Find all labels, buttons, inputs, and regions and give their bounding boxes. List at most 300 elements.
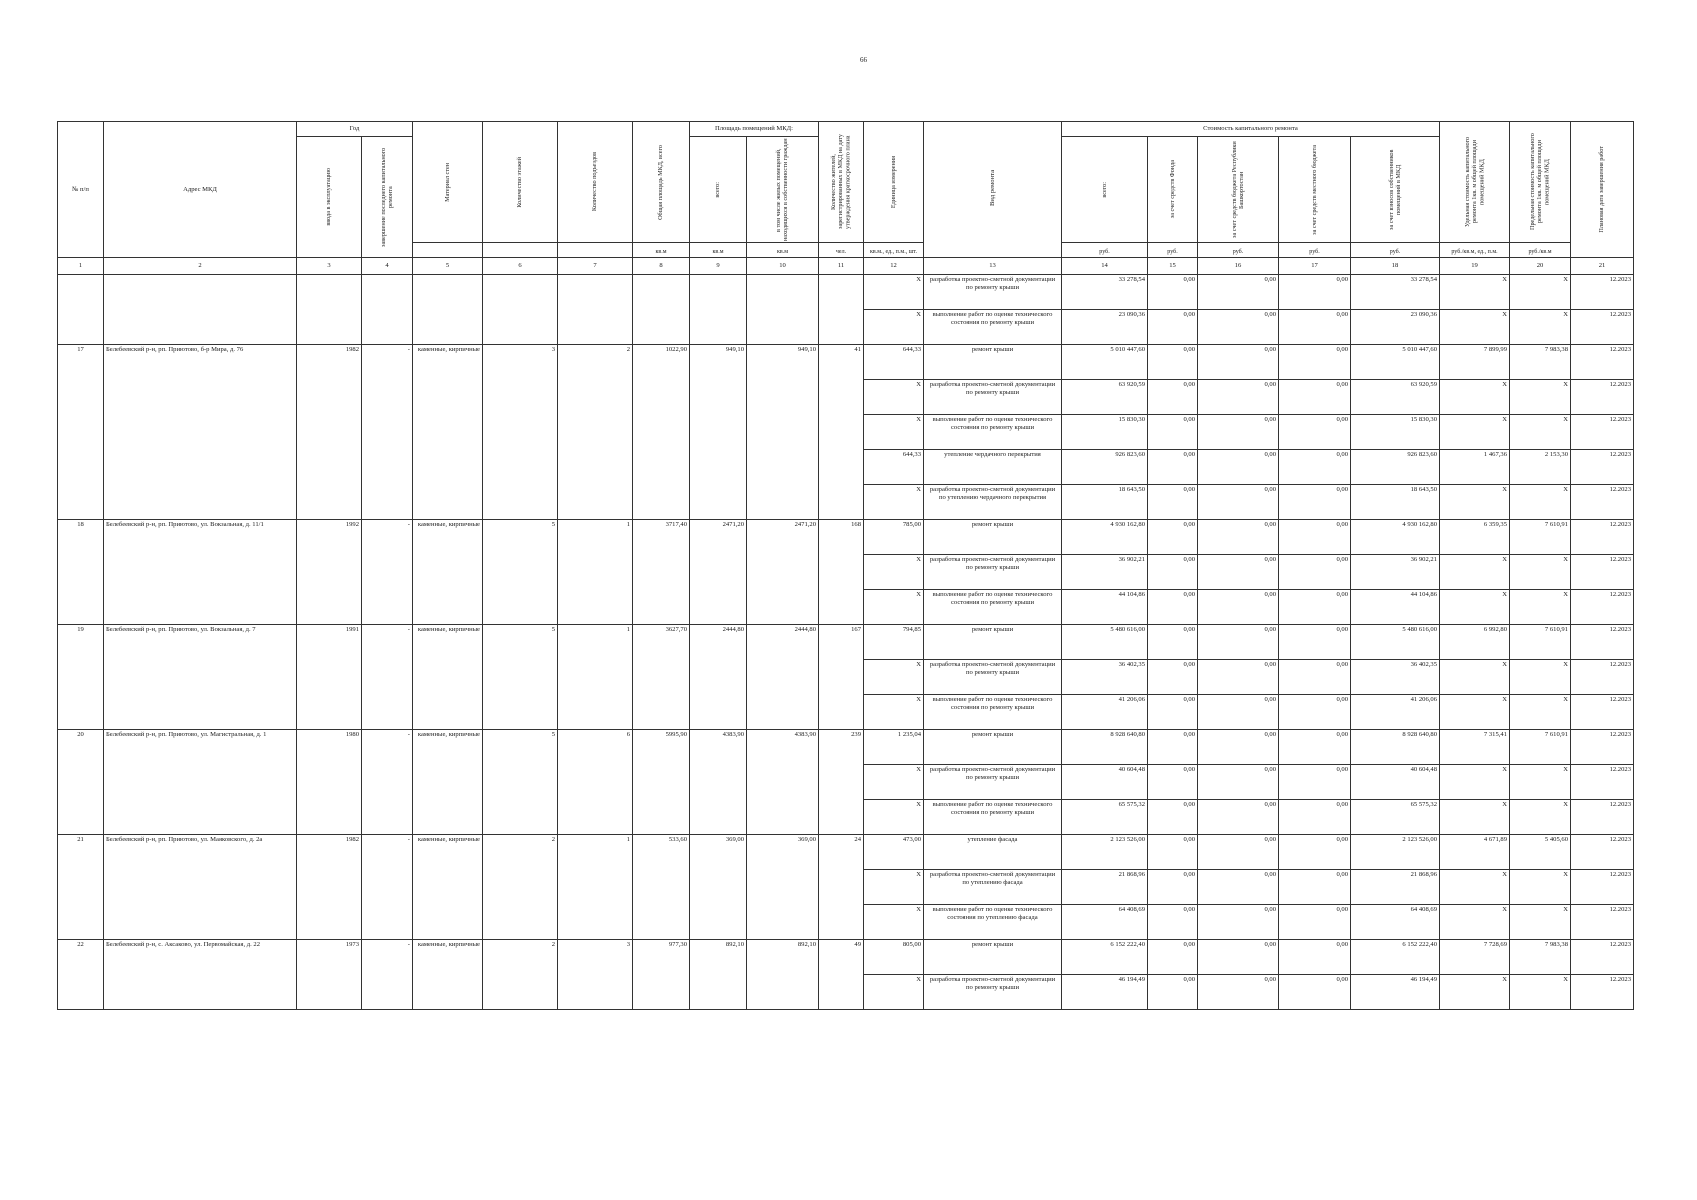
house-number	[58, 380, 104, 415]
house-material	[413, 555, 483, 590]
house-premises-residential	[747, 590, 819, 625]
work-cost-local: 0,00	[1279, 380, 1351, 415]
house-address	[104, 275, 297, 310]
work-type: выполнение работ по оценке технического состояния по ремонту крыши	[924, 800, 1062, 835]
table-row	[58, 940, 1634, 975]
work-unit: 794,85	[864, 625, 924, 660]
work-cost-total: 41 206,06	[1062, 695, 1148, 730]
house-premises-total	[690, 555, 747, 590]
work-cost-fund: 0,00	[1148, 975, 1198, 1010]
work-deadline: 12.2023	[1571, 905, 1634, 940]
work-unit: 805,00	[864, 940, 924, 975]
house-last-repair	[362, 590, 413, 625]
work-cost-local: 0,00	[1279, 730, 1351, 765]
work-cost-region: 0,00	[1198, 695, 1279, 730]
work-max-cost: X	[1510, 695, 1571, 730]
table-row	[58, 730, 1634, 765]
work-unit: 785,00	[864, 520, 924, 555]
house-residents	[819, 310, 864, 345]
work-cost-owners: 33 278,54	[1351, 275, 1440, 310]
work-unit: X	[864, 765, 924, 800]
work-max-cost: X	[1510, 975, 1571, 1010]
work-cost-owners: 4 930 162,80	[1351, 520, 1440, 555]
house-last-repair	[362, 380, 413, 415]
work-cost-fund: 0,00	[1148, 590, 1198, 625]
header-cost-fund: за счет средств Фонда	[1148, 137, 1198, 243]
table-row	[58, 695, 1634, 730]
work-cost-total: 926 823,60	[1062, 450, 1148, 485]
house-premises-residential	[747, 380, 819, 415]
house-address	[104, 485, 297, 520]
work-deadline: 12.2023	[1571, 590, 1634, 625]
house-year	[297, 695, 362, 730]
house-last-repair	[362, 660, 413, 695]
house-year: 1991	[297, 625, 362, 660]
house-last-repair: -	[362, 520, 413, 555]
table-row	[58, 415, 1634, 450]
house-number	[58, 765, 104, 800]
work-cost-fund: 0,00	[1148, 835, 1198, 870]
house-residents	[819, 905, 864, 940]
house-number	[58, 975, 104, 1010]
house-total-area	[633, 450, 690, 485]
house-address: Белебеевский р-н, рп. Приютово, ул. Магистральная, д. 1	[104, 730, 297, 765]
work-cost-owners: 5 480 616,00	[1351, 625, 1440, 660]
house-premises-residential: 369,00	[747, 835, 819, 870]
house-material	[413, 415, 483, 450]
house-floors: 5	[483, 730, 558, 765]
work-cost-fund: 0,00	[1148, 275, 1198, 310]
work-cost-fund: 0,00	[1148, 415, 1198, 450]
house-year	[297, 590, 362, 625]
work-cost-total: 46 194,49	[1062, 975, 1148, 1010]
house-entrances	[558, 310, 633, 345]
work-unit-cost: 6 992,80	[1440, 625, 1510, 660]
house-floors	[483, 380, 558, 415]
house-material	[413, 485, 483, 520]
table-row	[58, 765, 1634, 800]
header-unit-cost: Удельная стоимость капитального ремонта 1кв. м общей площади помещений МКД	[1440, 122, 1510, 243]
house-address: Белебеевский р-н, с. Аксаково, ул. Первомайская, д. 22	[104, 940, 297, 975]
work-max-cost: X	[1510, 660, 1571, 695]
house-last-repair	[362, 415, 413, 450]
unit-9: кв.м	[690, 243, 747, 258]
work-type: разработка проектно-сметной документации по ремонту крыши	[924, 555, 1062, 590]
work-type: утепление чердачного перекрытия	[924, 450, 1062, 485]
house-entrances: 3	[558, 940, 633, 975]
work-max-cost: 2 153,30	[1510, 450, 1571, 485]
work-cost-region: 0,00	[1198, 380, 1279, 415]
house-material	[413, 590, 483, 625]
work-type: разработка проектно-сметной документации по ремонту крыши	[924, 275, 1062, 310]
house-premises-residential	[747, 310, 819, 345]
work-cost-total: 15 830,30	[1062, 415, 1148, 450]
work-cost-total: 21 868,96	[1062, 870, 1148, 905]
work-deadline: 12.2023	[1571, 310, 1634, 345]
work-unit-cost: X	[1440, 975, 1510, 1010]
work-cost-region: 0,00	[1198, 660, 1279, 695]
house-total-area: 977,30	[633, 940, 690, 975]
unit-19: руб./кв.м, ед., п.м.	[1440, 243, 1510, 258]
house-address	[104, 450, 297, 485]
work-cost-owners: 5 010 447,60	[1351, 345, 1440, 380]
house-residents	[819, 275, 864, 310]
work-cost-total: 5 010 447,60	[1062, 345, 1148, 380]
work-cost-fund: 0,00	[1148, 345, 1198, 380]
house-premises-total	[690, 415, 747, 450]
work-cost-fund: 0,00	[1148, 450, 1198, 485]
house-material	[413, 800, 483, 835]
work-cost-region: 0,00	[1198, 310, 1279, 345]
header-premises-paying: в том числе жилых помещений, находящихся в собственности граждан	[747, 137, 819, 243]
house-number: 17	[58, 345, 104, 380]
house-number: 20	[58, 730, 104, 765]
house-entrances	[558, 905, 633, 940]
unit-14: руб.	[1062, 243, 1148, 258]
work-deadline: 12.2023	[1571, 975, 1634, 1010]
house-premises-residential: 949,10	[747, 345, 819, 380]
house-total-area: 3627,70	[633, 625, 690, 660]
work-cost-local: 0,00	[1279, 625, 1351, 660]
work-deadline: 12.2023	[1571, 555, 1634, 590]
house-address	[104, 660, 297, 695]
work-cost-region: 0,00	[1198, 625, 1279, 660]
work-cost-region: 0,00	[1198, 555, 1279, 590]
work-deadline: 12.2023	[1571, 415, 1634, 450]
unit-17: руб.	[1279, 243, 1351, 258]
work-cost-total: 65 575,32	[1062, 800, 1148, 835]
unit-11: чел.	[819, 243, 864, 258]
house-total-area	[633, 275, 690, 310]
work-type: разработка проектно-сметной документации по утеплению фасада	[924, 870, 1062, 905]
work-unit-cost: 1 467,36	[1440, 450, 1510, 485]
work-cost-fund: 0,00	[1148, 870, 1198, 905]
house-entrances	[558, 870, 633, 905]
work-cost-total: 23 090,36	[1062, 310, 1148, 345]
house-year: 1982	[297, 835, 362, 870]
house-floors: 5	[483, 520, 558, 555]
house-last-repair: -	[362, 345, 413, 380]
work-cost-local: 0,00	[1279, 520, 1351, 555]
house-last-repair	[362, 275, 413, 310]
house-floors	[483, 485, 558, 520]
work-unit: X	[864, 695, 924, 730]
house-residents	[819, 590, 864, 625]
house-premises-total: 892,10	[690, 940, 747, 975]
work-cost-local: 0,00	[1279, 310, 1351, 345]
work-cost-region: 0,00	[1198, 765, 1279, 800]
house-year	[297, 415, 362, 450]
house-residents	[819, 975, 864, 1010]
work-max-cost: X	[1510, 590, 1571, 625]
work-unit: 1 235,04	[864, 730, 924, 765]
house-floors	[483, 415, 558, 450]
work-cost-fund: 0,00	[1148, 800, 1198, 835]
work-cost-fund: 0,00	[1148, 380, 1198, 415]
work-deadline: 12.2023	[1571, 730, 1634, 765]
work-type: выполнение работ по оценке технического состояния по ремонту крыши	[924, 310, 1062, 345]
work-cost-total: 5 480 616,00	[1062, 625, 1148, 660]
house-floors	[483, 975, 558, 1010]
work-cost-local: 0,00	[1279, 800, 1351, 835]
house-total-area	[633, 380, 690, 415]
work-unit-cost: X	[1440, 765, 1510, 800]
work-cost-total: 2 123 526,00	[1062, 835, 1148, 870]
house-number	[58, 905, 104, 940]
work-cost-local: 0,00	[1279, 450, 1351, 485]
house-number	[58, 660, 104, 695]
house-premises-total	[690, 380, 747, 415]
work-unit-cost: X	[1440, 555, 1510, 590]
house-entrances	[558, 555, 633, 590]
house-address	[104, 765, 297, 800]
house-number	[58, 555, 104, 590]
header-cost-group: Стоимость капитального ремонта	[1062, 122, 1440, 137]
house-residents: 167	[819, 625, 864, 660]
work-max-cost: 7 610,91	[1510, 730, 1571, 765]
house-address	[104, 415, 297, 450]
house-entrances: 1	[558, 835, 633, 870]
work-unit-cost: 4 671,89	[1440, 835, 1510, 870]
house-premises-total: 4383,90	[690, 730, 747, 765]
work-cost-total: 40 604,48	[1062, 765, 1148, 800]
house-last-repair	[362, 485, 413, 520]
house-last-repair	[362, 870, 413, 905]
table-row	[58, 660, 1634, 695]
work-cost-region: 0,00	[1198, 345, 1279, 380]
house-residents	[819, 695, 864, 730]
work-cost-local: 0,00	[1279, 345, 1351, 380]
work-cost-fund: 0,00	[1148, 905, 1198, 940]
work-unit-cost: X	[1440, 415, 1510, 450]
unit-18: руб.	[1351, 243, 1440, 258]
header-repair-type: Вид ремонта	[924, 122, 1062, 258]
header-year-commission: ввода в эксплуатацию	[297, 137, 362, 258]
house-entrances: 1	[558, 625, 633, 660]
work-cost-total: 4 930 162,80	[1062, 520, 1148, 555]
house-last-repair: -	[362, 940, 413, 975]
house-residents: 239	[819, 730, 864, 765]
house-address	[104, 975, 297, 1010]
header-premises-group: Площадь помещений МКД:	[690, 122, 819, 137]
house-material: каменные, кирпичные	[413, 345, 483, 380]
house-residents	[819, 660, 864, 695]
work-unit: X	[864, 555, 924, 590]
work-cost-owners: 44 104,86	[1351, 590, 1440, 625]
work-cost-region: 0,00	[1198, 870, 1279, 905]
house-floors	[483, 555, 558, 590]
work-max-cost: X	[1510, 905, 1571, 940]
house-entrances	[558, 275, 633, 310]
work-unit: X	[864, 870, 924, 905]
work-unit: X	[864, 275, 924, 310]
work-cost-region: 0,00	[1198, 835, 1279, 870]
house-total-area: 1022,90	[633, 345, 690, 380]
work-cost-owners: 46 194,49	[1351, 975, 1440, 1010]
work-cost-local: 0,00	[1279, 415, 1351, 450]
house-floors	[483, 870, 558, 905]
work-unit-cost: X	[1440, 870, 1510, 905]
column-numbers-row: 1 2 3 4 5 6 7 8 9 10 11 12 13 14 15 16 17 18 19 20 21	[58, 258, 1634, 275]
work-unit-cost: 7 315,41	[1440, 730, 1510, 765]
house-address: Белебеевский р-н, рп. Приютово, ул. Вокзальная, д. 11/1	[104, 520, 297, 555]
unit-20: руб./кв.м	[1510, 243, 1571, 258]
work-cost-region: 0,00	[1198, 800, 1279, 835]
work-unit-cost: X	[1440, 310, 1510, 345]
house-year: 1992	[297, 520, 362, 555]
house-year	[297, 800, 362, 835]
work-cost-owners: 40 604,48	[1351, 765, 1440, 800]
house-premises-residential	[747, 275, 819, 310]
house-year: 1982	[297, 345, 362, 380]
work-cost-region: 0,00	[1198, 590, 1279, 625]
house-total-area: 533,60	[633, 835, 690, 870]
house-entrances	[558, 660, 633, 695]
table-row	[58, 310, 1634, 345]
work-cost-fund: 0,00	[1148, 940, 1198, 975]
work-cost-region: 0,00	[1198, 940, 1279, 975]
house-material	[413, 695, 483, 730]
work-cost-total: 63 920,59	[1062, 380, 1148, 415]
house-last-repair	[362, 765, 413, 800]
house-entrances	[558, 800, 633, 835]
work-cost-region: 0,00	[1198, 275, 1279, 310]
house-material	[413, 380, 483, 415]
house-last-repair	[362, 800, 413, 835]
work-max-cost: X	[1510, 555, 1571, 590]
work-cost-owners: 18 643,50	[1351, 485, 1440, 520]
unit-16: руб.	[1198, 243, 1279, 258]
house-number	[58, 590, 104, 625]
header-cost-region: за счет средств бюджета Республики Башкортостан	[1198, 137, 1279, 243]
header-floors: Количество этажей	[483, 122, 558, 243]
house-number	[58, 275, 104, 310]
house-premises-residential	[747, 905, 819, 940]
header-cost-local: за счет средств местного бюджета	[1279, 137, 1351, 243]
work-cost-local: 0,00	[1279, 590, 1351, 625]
house-material	[413, 765, 483, 800]
house-material	[413, 660, 483, 695]
work-cost-fund: 0,00	[1148, 625, 1198, 660]
work-cost-region: 0,00	[1198, 450, 1279, 485]
work-cost-total: 18 643,50	[1062, 485, 1148, 520]
house-entrances	[558, 695, 633, 730]
work-cost-owners: 23 090,36	[1351, 310, 1440, 345]
house-address	[104, 800, 297, 835]
work-cost-owners: 8 928 640,80	[1351, 730, 1440, 765]
work-cost-fund: 0,00	[1148, 695, 1198, 730]
work-cost-total: 8 928 640,80	[1062, 730, 1148, 765]
work-deadline: 12.2023	[1571, 345, 1634, 380]
work-cost-region: 0,00	[1198, 520, 1279, 555]
house-address	[104, 590, 297, 625]
work-cost-local: 0,00	[1279, 660, 1351, 695]
work-cost-total: 6 152 222,40	[1062, 940, 1148, 975]
house-entrances	[558, 415, 633, 450]
house-premises-total	[690, 975, 747, 1010]
header-year-group: Год	[297, 122, 413, 137]
work-max-cost: X	[1510, 870, 1571, 905]
house-material: каменные, кирпичные	[413, 730, 483, 765]
header-wall-material: Материал стен	[413, 122, 483, 243]
house-address: Белебеевский р-н, рп. Приютово, б-р Мира, д. 76	[104, 345, 297, 380]
house-entrances: 2	[558, 345, 633, 380]
house-last-repair: -	[362, 730, 413, 765]
work-unit-cost: X	[1440, 660, 1510, 695]
house-address	[104, 905, 297, 940]
unit-15: руб.	[1148, 243, 1198, 258]
table-row	[58, 870, 1634, 905]
house-premises-residential: 892,10	[747, 940, 819, 975]
work-type: ремонт крыши	[924, 520, 1062, 555]
header-residents: Количество жителей, зарегистрированных в МКД на дату утверждения краткосрочного плана	[819, 122, 864, 243]
house-premises-residential	[747, 415, 819, 450]
house-premises-residential	[747, 765, 819, 800]
house-material	[413, 870, 483, 905]
house-address	[104, 695, 297, 730]
house-residents	[819, 450, 864, 485]
work-cost-owners: 15 830,30	[1351, 415, 1440, 450]
header-total-area: Общая площадь МКД, всего	[633, 122, 690, 243]
work-max-cost: 7 610,91	[1510, 625, 1571, 660]
work-deadline: 12.2023	[1571, 800, 1634, 835]
work-deadline: 12.2023	[1571, 765, 1634, 800]
work-deadline: 12.2023	[1571, 625, 1634, 660]
house-number	[58, 415, 104, 450]
work-max-cost: 7 610,91	[1510, 520, 1571, 555]
house-premises-residential	[747, 975, 819, 1010]
work-cost-local: 0,00	[1279, 555, 1351, 590]
header-year-last-repair: завершение последнего капитального ремонта	[362, 137, 413, 258]
work-cost-total: 36 402,35	[1062, 660, 1148, 695]
work-unit-cost: X	[1440, 485, 1510, 520]
capital-repair-table	[57, 121, 1634, 1010]
house-year	[297, 870, 362, 905]
house-total-area	[633, 590, 690, 625]
house-floors	[483, 695, 558, 730]
work-cost-local: 0,00	[1279, 940, 1351, 975]
house-entrances	[558, 765, 633, 800]
table-row	[58, 450, 1634, 485]
house-premises-residential	[747, 660, 819, 695]
house-premises-total	[690, 485, 747, 520]
work-cost-region: 0,00	[1198, 905, 1279, 940]
house-number: 19	[58, 625, 104, 660]
work-deadline: 12.2023	[1571, 940, 1634, 975]
work-cost-local: 0,00	[1279, 275, 1351, 310]
house-number: 22	[58, 940, 104, 975]
work-cost-owners: 6 152 222,40	[1351, 940, 1440, 975]
house-year	[297, 555, 362, 590]
house-entrances: 1	[558, 520, 633, 555]
work-cost-owners: 2 123 526,00	[1351, 835, 1440, 870]
work-cost-local: 0,00	[1279, 695, 1351, 730]
work-cost-fund: 0,00	[1148, 485, 1198, 520]
house-last-repair: -	[362, 835, 413, 870]
house-residents	[819, 555, 864, 590]
work-type: разработка проектно-сметной документации по ремонту крыши	[924, 380, 1062, 415]
house-material	[413, 905, 483, 940]
house-premises-residential: 2471,20	[747, 520, 819, 555]
work-max-cost: X	[1510, 800, 1571, 835]
work-deadline: 12.2023	[1571, 835, 1634, 870]
work-cost-local: 0,00	[1279, 835, 1351, 870]
house-premises-total	[690, 695, 747, 730]
work-unit: 644,33	[864, 450, 924, 485]
house-material	[413, 310, 483, 345]
work-unit: 473,00	[864, 835, 924, 870]
table-row	[58, 975, 1634, 1010]
